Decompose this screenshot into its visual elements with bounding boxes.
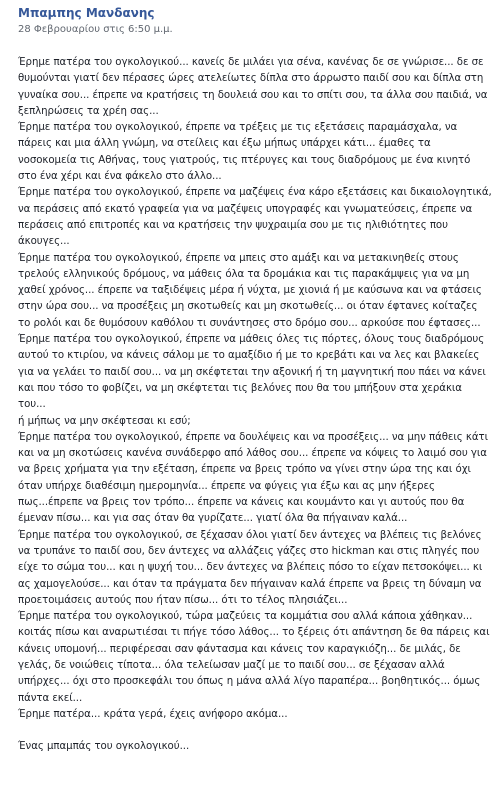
post-paragraph: Έρημε πατέρα... κράτα γερά, έχεις ανήφορο ακόμα... xyxy=(18,708,288,720)
post-body xyxy=(18,55,492,755)
post-paragraph: Έρημε πατέρα του ογκολογικού, έπρεπε να μαζέψεις ένα κάρο εξετάσεις και δικαιολογητικά, να περάσεις από εκατό γραφεία για να μαζέψεις υπογραφές και γνωματεύσεις, έπρεπε να περάσεις από επιτροπές και να κρατήσεις την ψυχραιμία σου με τις ηλιθιότητες που άκουγες... xyxy=(18,187,492,248)
facebook-post xyxy=(18,6,492,755)
post-paragraph: Έρημε πατέρα του ογκολογικού, έπρεπε να μπεις στο αμάξι και να μετακινηθείς στους τρελούς ελληνικούς δρόμους, να μάθεις όλα τα δρομάκια και τις παρακάμψεις για να μη χαθεί χρόνος... έπρεπε να ταξιδέψεις μέρα ή νύχτα, με χιονιά ή με καύσωνα και να φτάσεις στην ώρα σου... να προσέξεις μη σκοτωθείς και μη σκοτωθείς... οι όταν έφτανες κοίταζες το ρολόι και δε θυμόσουν καθόλου τι συνάντησες στο δρόμο σου... αρκούσε που έφτασες... xyxy=(18,252,482,329)
post-timestamp[interactable]: 28 Φεβρουαρίου στις 6:50 μ.μ. xyxy=(18,24,173,35)
post-paragraph: Έρημε πατέρα του ογκολογικού, έπρεπε να μάθεις όλες τις πόρτες, όλους τους διαδρόμους αυτού το κτιρίου, να κάνεις σάλομ με το αμαξίδιο ή με το κρεβάτι και να λες και βλακείες για να γελάει το παιδί σου... να μη σκέφτεται την αξονική ή τη μαγνητική που πάει να κάνει και που τόσο το φοβίζει, να μη σκέφτεται τις βελόνες που θα του μπήξουν στα χεράκια του... xyxy=(18,334,486,411)
post-paragraph: Έρημε πατέρα του ογκολογικού... κανείς δε μιλάει για σένα, κανένας δε σε γνώρισε... δε σε θυμούνται γιατί δεν πέρασες ώρες ατελείωτες δίπλα στο άρρωστο παιδί σου και δίπλα στη γυναίκα σου... έπρεπε να κρατήσεις τη δουλειά σου και το σπίτι σου, τα άλλα σου παιδιά, να ξεπληρώσεις τα χρέη σας... xyxy=(18,57,488,117)
post-paragraph: Έρημε πατέρα του ογκολογικού, σε ξέχασαν όλοι γιατί δεν άντεχες να βλέπεις τις βελόνες να τρυπάνε το παιδί σου, δεν άντεχες να αλλάζεις γάζες στο hickman και στις πληγές που είχε το σώμα του... και η ψυχή του... δεν άντεχες να βλέπεις πόσο το είχαν πετσοκόψει... κι ας χαμογελούσε... και όταν τα πράγματα δεν πήγαιναν καλά έπρεπε να βρεις τη δύναμη να xyxy=(18,529,483,590)
post-paragraph: προετοιμάσεις αυτούς που ήταν πίσω... ότι το τέλος πλησιάζει... xyxy=(18,594,348,606)
post-author-name[interactable]: Μπαμπης Μανδανης xyxy=(18,6,155,20)
post-paragraph: ή μήπως να μην σκέφτεσαι κι εσύ; xyxy=(18,415,191,427)
post-paragraph: Έρημε πατέρα του ογκολογικού, έπρεπε να τρέξεις με τις εξετάσεις παραμάσχαλα, να πάρεις και μια άλλη γνώμη, να στείλεις και έξω μήπως υπάρχει κάτι... έμαθες τα νοσοκομεία τις Αθήνας, τους γιατρούς, τις πτέρυγες και τους διαδρόμους με ένα κινητό στο ένα χέρι και ένα φάκελο στο άλλο... xyxy=(18,122,471,183)
paragraph-spacer xyxy=(18,723,492,739)
post-paragraph: Έρημε πατέρα του ογκολογικού, τώρα μαζεύεις τα κομμάτια σου αλλά κάποια χάθηκαν... κοιτάς πίσω και αναρωτιέσαι τι πήγε τόσο λάθος... το ξέρεις ότι απάντηση δε θα πάρεις και κάνεις υπομονή... περιφέρεσαι σαν φάντασμα και κάνεις τον καραγκιόζη... δε μιλάς, δε γελάς, δε νοιώθεις τίποτα... όλα τελείωσαν μαζί με το παιδί σου... σε ξέχασαν αλλά υπήρχες... όχι στο προσκεφάλι του όπως η μάνα αλλά λίγο παραπέρα... βοηθητικός... όμως πάντα εκεί... xyxy=(18,611,490,704)
post-signature: Ένας μπαμπάς του ογκολογικού... xyxy=(18,741,190,753)
post-paragraph: Έρημε πατέρα του ογκολογικού, έπρεπε να δουλέψεις και να προσέξεις... να μην πάθεις κάτι και να μη σκοτώσεις κανένα συνάδερφο από λάθος σου... έπρεπε να κόψεις το λαιμό σου για να βρεις χρήματα για την εξέταση, έπρεπε να βρεις τρόπο να γίνει στην ώρα της και όχι όταν υπήρχε διαθέσιμη ημερομηνία... έπρεπε να φύγεις για έξω και ας μην ήξερες πως...έπρεπε να βρεις τον τρόπο... έπρεπε να κάνεις και κουμάντο και γι αυτούς που θα έμεναν πίσω... και για σας όταν θα γυρίζατε... γιατί όλα θα πήγαιναν καλά... xyxy=(18,431,489,525)
